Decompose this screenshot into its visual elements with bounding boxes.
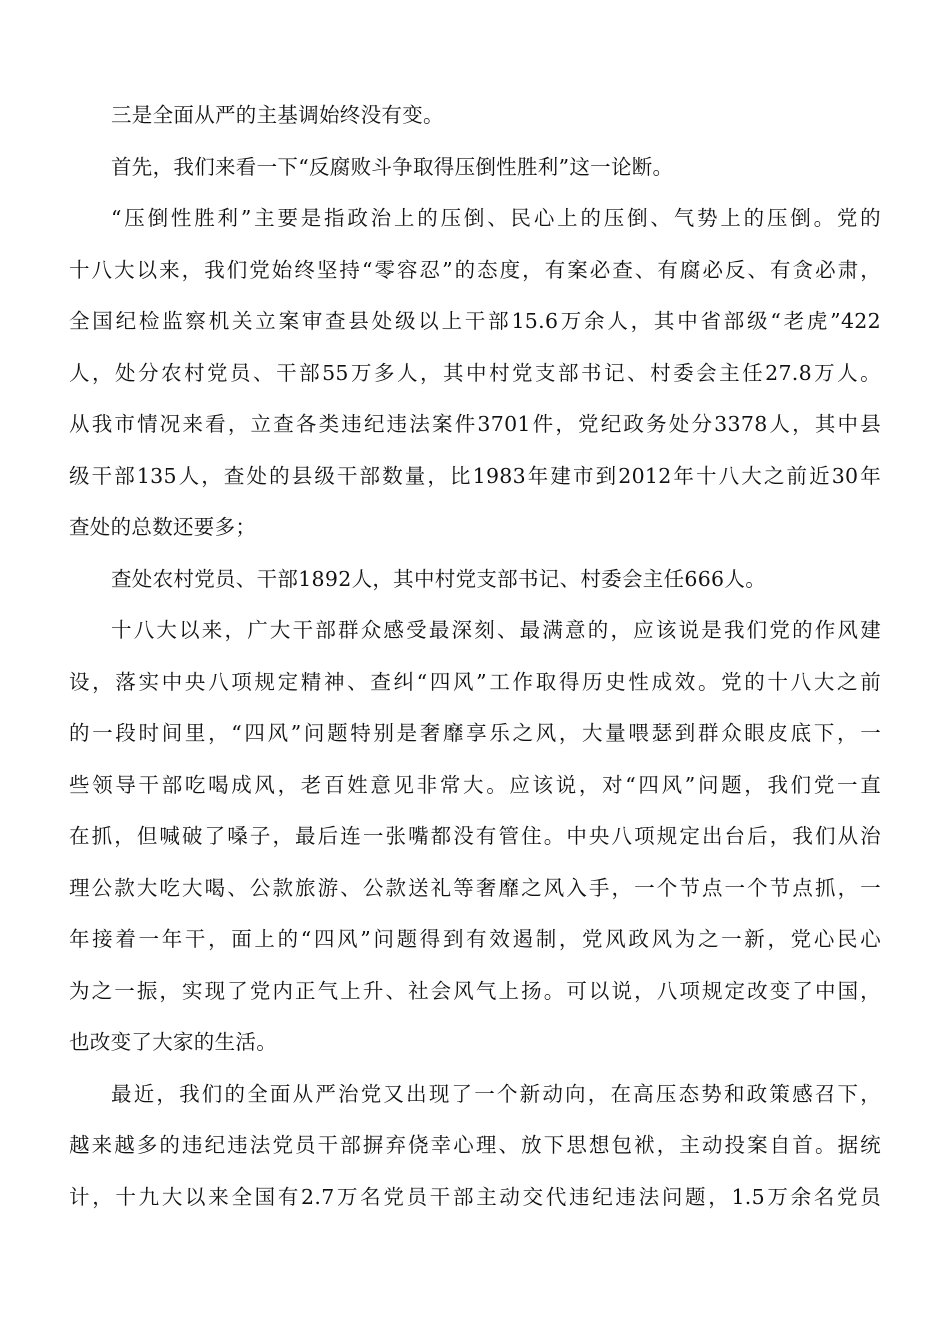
paragraph xyxy=(69,1069,881,1224)
text-line: “压倒性胜利”主要是指政治上的压倒、民心上的压倒、气势上的压倒。党的 xyxy=(111,206,881,230)
document-body xyxy=(69,90,881,1223)
text-line: 全国纪检监察机关立案审查县处级以上干部15.6万余人，其中省部级“老虎”422 xyxy=(69,309,881,333)
text-line: 年接着一年干，面上的“四风”问题得到有效遏制，党风政风为之一新，党心民心 xyxy=(69,927,881,951)
text-line: 设，落实中央八项规定精神、查纠“四风”工作取得历史性成效。党的十八大之前 xyxy=(69,669,881,694)
text-line: 为之一振，实现了党内正气上升、社会风气上扬。可以说，八项规定改变了中国， xyxy=(69,978,881,1003)
text-line: 人，处分农村党员、干部55万多人，其中村党支部书记、村委会主任27.8万人。 xyxy=(69,360,881,385)
text-line: 十八大以来，广大干部群众感受最深刻、最满意的，应该说是我们党的作风建 xyxy=(111,618,881,642)
text-line: 查处的总数还要多； xyxy=(69,515,257,539)
text-line: 级干部135人，查处的县级干部数量，比1983年建市到2012年十八大之前近30年 xyxy=(69,463,881,488)
paragraph xyxy=(69,193,881,554)
text-line: 首先，我们来看一下“反腐败斗争取得压倒性胜利”这一论断。 xyxy=(111,154,674,179)
text-line: 也改变了大家的生活。 xyxy=(69,1030,277,1054)
text-line: 的一段时间里，“四风”问题特别是奢靡享乐之风，大量喂瑟到群众眼皮底下，一 xyxy=(69,721,881,745)
text-line: 些领导干部吃喝成风，老百姓意见非常大。应该说，对“四风”问题，我们党一直 xyxy=(69,772,881,797)
paragraph xyxy=(69,90,881,142)
text-line: 三是全面从严的主基调始终没有变。 xyxy=(111,103,444,127)
text-line: 理公款大吃大喝、公款旅游、公款送礼等奢靡之风入手，一个节点一个节点抓，一 xyxy=(69,875,881,900)
text-line: 最近，我们的全面从严治党又出现了一个新动向，在高压态势和政策感召下， xyxy=(111,1081,881,1106)
text-line: 计，十九大以来全国有2.7万名党员干部主动交代违纪违法问题，1.5万余名党员 xyxy=(69,1184,881,1209)
text-line: 从我市情况来看，立查各类违纪违法案件3701件，党纪政务处分3378人，其中县 xyxy=(69,412,881,436)
paragraph xyxy=(69,554,881,606)
text-line: 查处农村党员、干部1892人，其中村党支部书记、村委会主任666人。 xyxy=(111,566,766,591)
paragraph xyxy=(69,605,881,1069)
paragraph xyxy=(69,142,881,194)
text-line: 十八大以来，我们党始终坚持“零容忍”的态度，有案必查、有腐必反、有贪必肃， xyxy=(69,257,881,282)
text-line: 在抓，但喊破了嗓子，最后连一张嘴都没有管住。中央八项规定出台后，我们从治 xyxy=(69,824,881,848)
text-line: 越来越多的违纪违法党员干部摒弃侥幸心理、放下思想包袱，主动投案自首。据统 xyxy=(69,1133,881,1157)
